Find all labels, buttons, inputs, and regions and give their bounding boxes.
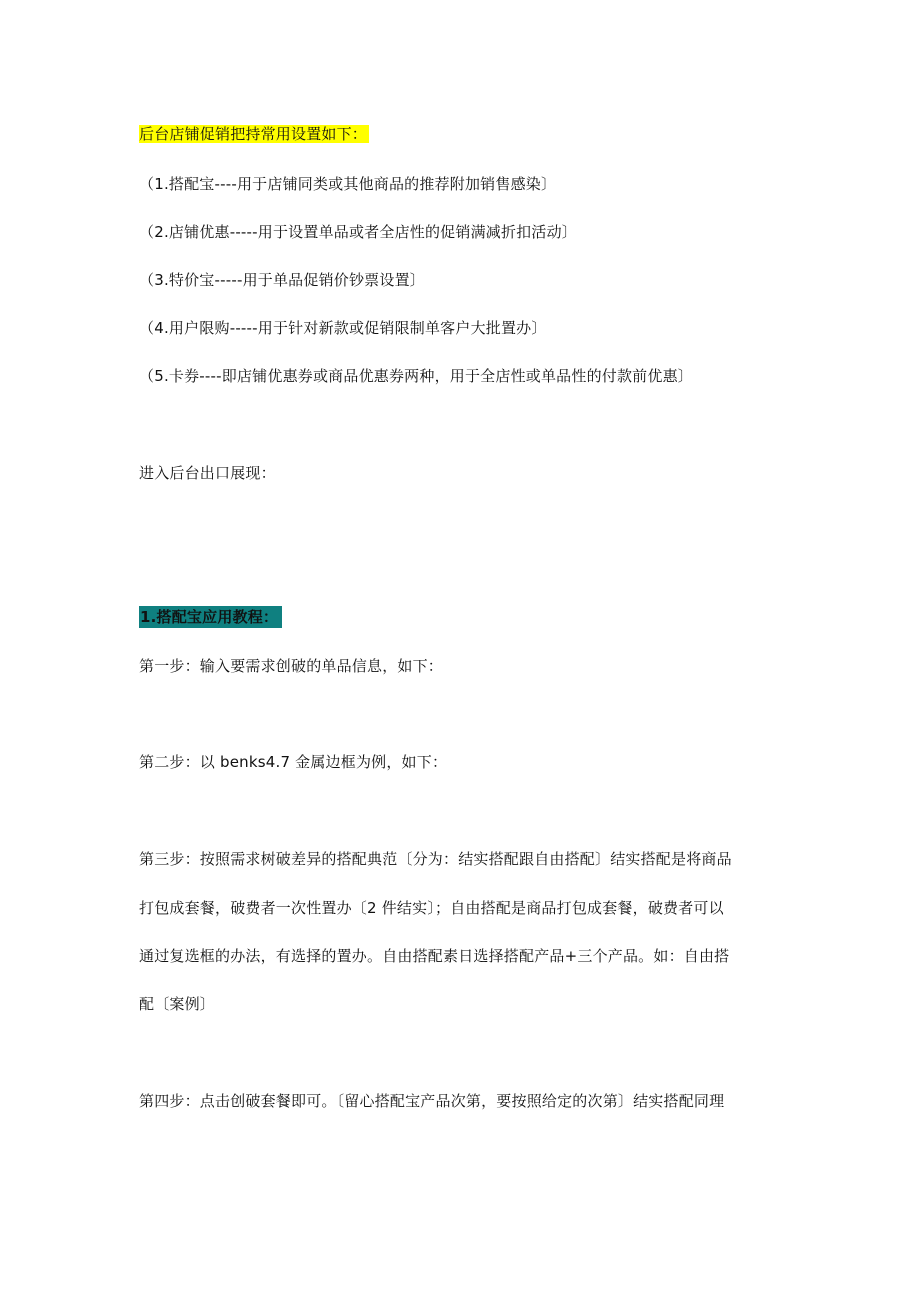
promo-item-5: （5.卡券----即店铺优惠券或商品优惠券两种，用于全店性或单品性的付款前优惠〕 <box>139 367 693 385</box>
step-3-line-4: 配〔案例〕 <box>139 995 216 1013</box>
step-1: 第一步：输入要需求创破的单品信息，如下： <box>139 657 444 675</box>
section-heading-text: 1.搭配宝应用教程： <box>139 606 282 628</box>
promo-item-4: （4.用户限购-----用于针对新款或促销限制单客户大批置办〕 <box>139 319 547 337</box>
step-4: 第四步：点击创破套餐即可。〔留心搭配宝产品次第，要按照给定的次第〕结实搭配同理 <box>139 1092 725 1110</box>
section-heading <box>139 607 282 627</box>
step-3-line-3: 通过复选框的办法，有选择的置办。自由搭配素日选择搭配产品+三个产品。如：自由搭 <box>139 947 730 965</box>
step-3-line-1: 第三步：按照需求树破差异的搭配典范〔分为：结实搭配跟自由搭配〕结实搭配是将商品 <box>139 850 732 868</box>
step-3-line-2: 打包成套餐，破费者一次性置办〔2 件结实〕；自由搭配是商品打包成套餐，破费者可以 <box>139 899 724 917</box>
intro-heading <box>139 124 369 144</box>
step-2: 第二步：以 benks4.7 金属边框为例，如下： <box>139 753 448 771</box>
promo-item-1: （1.搭配宝----用于店铺同类或其他商品的推荐附加销售感染〕 <box>139 175 557 193</box>
promo-item-3: （3.特价宝-----用于单品促销价钞票设置〕 <box>139 271 425 289</box>
promo-item-2: （2.店铺优惠-----用于设置单品或者全店性的促销满减折扣活动〕 <box>139 223 577 241</box>
intro-heading-text: 后台店铺促销把持常用设置如下： <box>139 125 368 143</box>
entry-text: 进入后台出口展现： <box>139 464 276 482</box>
